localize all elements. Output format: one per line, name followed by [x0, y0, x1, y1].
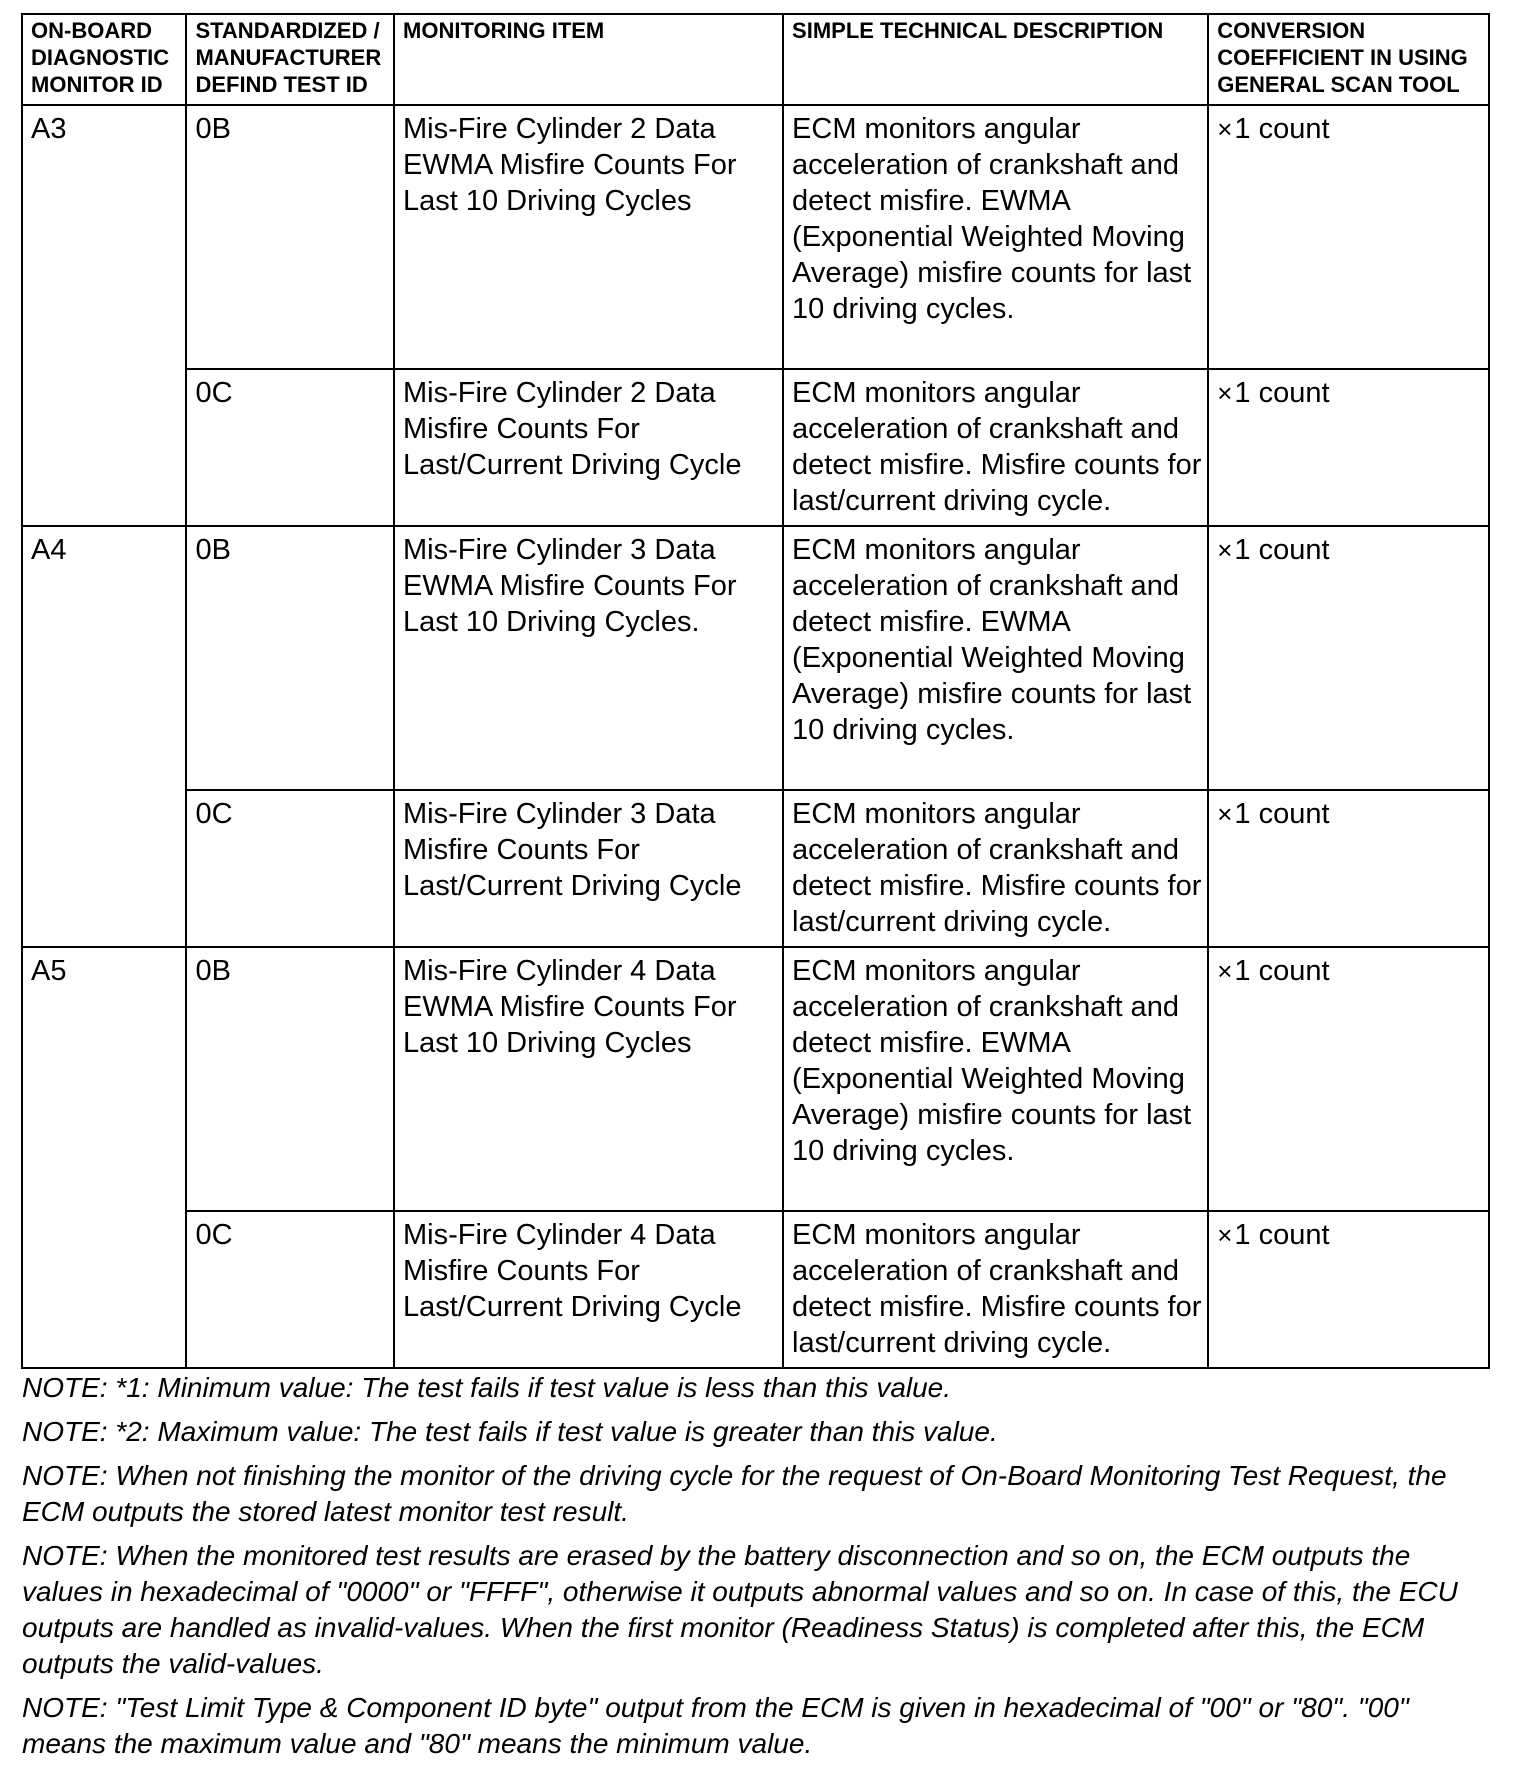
monitoring-item-cell: Mis-Fire Cylinder 2 Data EWMA Misfire Counts For Last 10 Driving Cycles	[394, 105, 783, 369]
note-invalid-values: NOTE: When the monitored test results are erased by the battery disconnection and so on, the ECM outputs the values in hexadecimal of "0000" or "FFFF", otherwise it outputs abnormal values and so on. In case of this, the ECU outputs are handled as invalid-values. When the first monitor (Readiness Status) is completed after this, the ECM outputs the valid-values.	[22, 1540, 1458, 1679]
coefficient-value: 1 count	[1234, 113, 1330, 145]
description-cell: ECM monitors angular acceleration of crankshaft and detect misfire. Misfire counts for last/current driving cycle.	[783, 369, 1208, 526]
multiply-symbol: ×	[1217, 535, 1233, 565]
monitor-id-cell: A3	[22, 105, 186, 526]
multiply-symbol: ×	[1217, 956, 1233, 986]
coefficient-value: 1 count	[1234, 798, 1330, 830]
table-row	[22, 526, 1489, 790]
coefficient-value: 1 count	[1234, 534, 1330, 566]
header-monitor-id: ON-BOARD DIAGNOSTIC MONITOR ID	[22, 14, 186, 105]
header-conversion-coefficient: CONVERSION COEFFICIENT IN USING GENERAL SCAN TOOL	[1208, 14, 1489, 105]
coefficient-cell	[1208, 105, 1489, 369]
monitor-test-table	[21, 13, 1490, 1369]
table-row	[22, 1211, 1489, 1368]
table-row	[22, 947, 1489, 1211]
coefficient-cell	[1208, 526, 1489, 790]
note-maximum-value: NOTE: *2: Maximum value: The test fails if test value is greater than this value.	[22, 1416, 998, 1447]
test-id-cell: 0C	[186, 369, 394, 526]
test-id-cell: 0C	[186, 1211, 394, 1368]
coefficient-cell	[1208, 790, 1489, 947]
description-cell: ECM monitors angular acceleration of crankshaft and detect misfire. Misfire counts for last/current driving cycle.	[783, 1211, 1208, 1368]
note-minimum-value: NOTE: *1: Minimum value: The test fails if test value is less than this value.	[22, 1372, 952, 1403]
coefficient-cell	[1208, 369, 1489, 526]
header-test-id: STANDARDIZED / MANUFACTURER DEFIND TEST ID	[186, 14, 394, 105]
monitor-id-cell: A5	[22, 947, 186, 1368]
multiply-symbol: ×	[1217, 799, 1233, 829]
multiply-symbol: ×	[1217, 378, 1233, 408]
multiply-symbol: ×	[1217, 114, 1233, 144]
table-row	[22, 105, 1489, 369]
description-cell: ECM monitors angular acceleration of crankshaft and detect misfire. EWMA (Exponential Weighted Moving Average) misfire counts for last 10 driving cycles.	[783, 526, 1208, 790]
header-description: SIMPLE TECHNICAL DESCRIPTION	[783, 14, 1208, 105]
note-stored-result: NOTE: When not finishing the monitor of the driving cycle for the request of On-Board Monitoring Test Request, the ECM outputs the stored latest monitor test result.	[22, 1460, 1447, 1527]
coefficient-value: 1 count	[1234, 955, 1330, 987]
description-cell: ECM monitors angular acceleration of crankshaft and detect misfire. EWMA (Exponential Weighted Moving Average) misfire counts for last 10 driving cycles.	[783, 105, 1208, 369]
monitoring-item-cell: Mis-Fire Cylinder 4 Data EWMA Misfire Counts For Last 10 Driving Cycles	[394, 947, 783, 1211]
monitoring-item-cell: Mis-Fire Cylinder 4 Data Misfire Counts For Last/Current Driving Cycle	[394, 1211, 783, 1368]
test-id-cell: 0B	[186, 526, 394, 790]
monitoring-item-cell: Mis-Fire Cylinder 3 Data Misfire Counts For Last/Current Driving Cycle	[394, 790, 783, 947]
table-row	[22, 369, 1489, 526]
monitor-id-cell: A4	[22, 526, 186, 947]
description-cell: ECM monitors angular acceleration of crankshaft and detect misfire. Misfire counts for last/current driving cycle.	[783, 790, 1208, 947]
header-monitoring-item: MONITORING ITEM	[394, 14, 783, 105]
coefficient-value: 1 count	[1234, 1219, 1330, 1251]
test-id-cell: 0B	[186, 105, 394, 369]
test-id-cell: 0B	[186, 947, 394, 1211]
test-id-cell: 0C	[186, 790, 394, 947]
notes-section	[22, 1370, 1492, 1770]
coefficient-value: 1 count	[1234, 377, 1330, 409]
monitoring-item-cell: Mis-Fire Cylinder 3 Data EWMA Misfire Counts For Last 10 Driving Cycles.	[394, 526, 783, 790]
table-row	[22, 790, 1489, 947]
multiply-symbol: ×	[1217, 1220, 1233, 1250]
note-test-limit-type: NOTE: "Test Limit Type & Component ID byte" output from the ECM is given in hexadecimal of "00" or "80". "00" means the maximum value and "80" means the minimum value.	[22, 1692, 1409, 1759]
monitoring-item-cell: Mis-Fire Cylinder 2 Data Misfire Counts For Last/Current Driving Cycle	[394, 369, 783, 526]
coefficient-cell	[1208, 947, 1489, 1211]
table-header-row	[22, 14, 1489, 105]
description-cell: ECM monitors angular acceleration of crankshaft and detect misfire. EWMA (Exponential Weighted Moving Average) misfire counts for last 10 driving cycles.	[783, 947, 1208, 1211]
coefficient-cell	[1208, 1211, 1489, 1368]
